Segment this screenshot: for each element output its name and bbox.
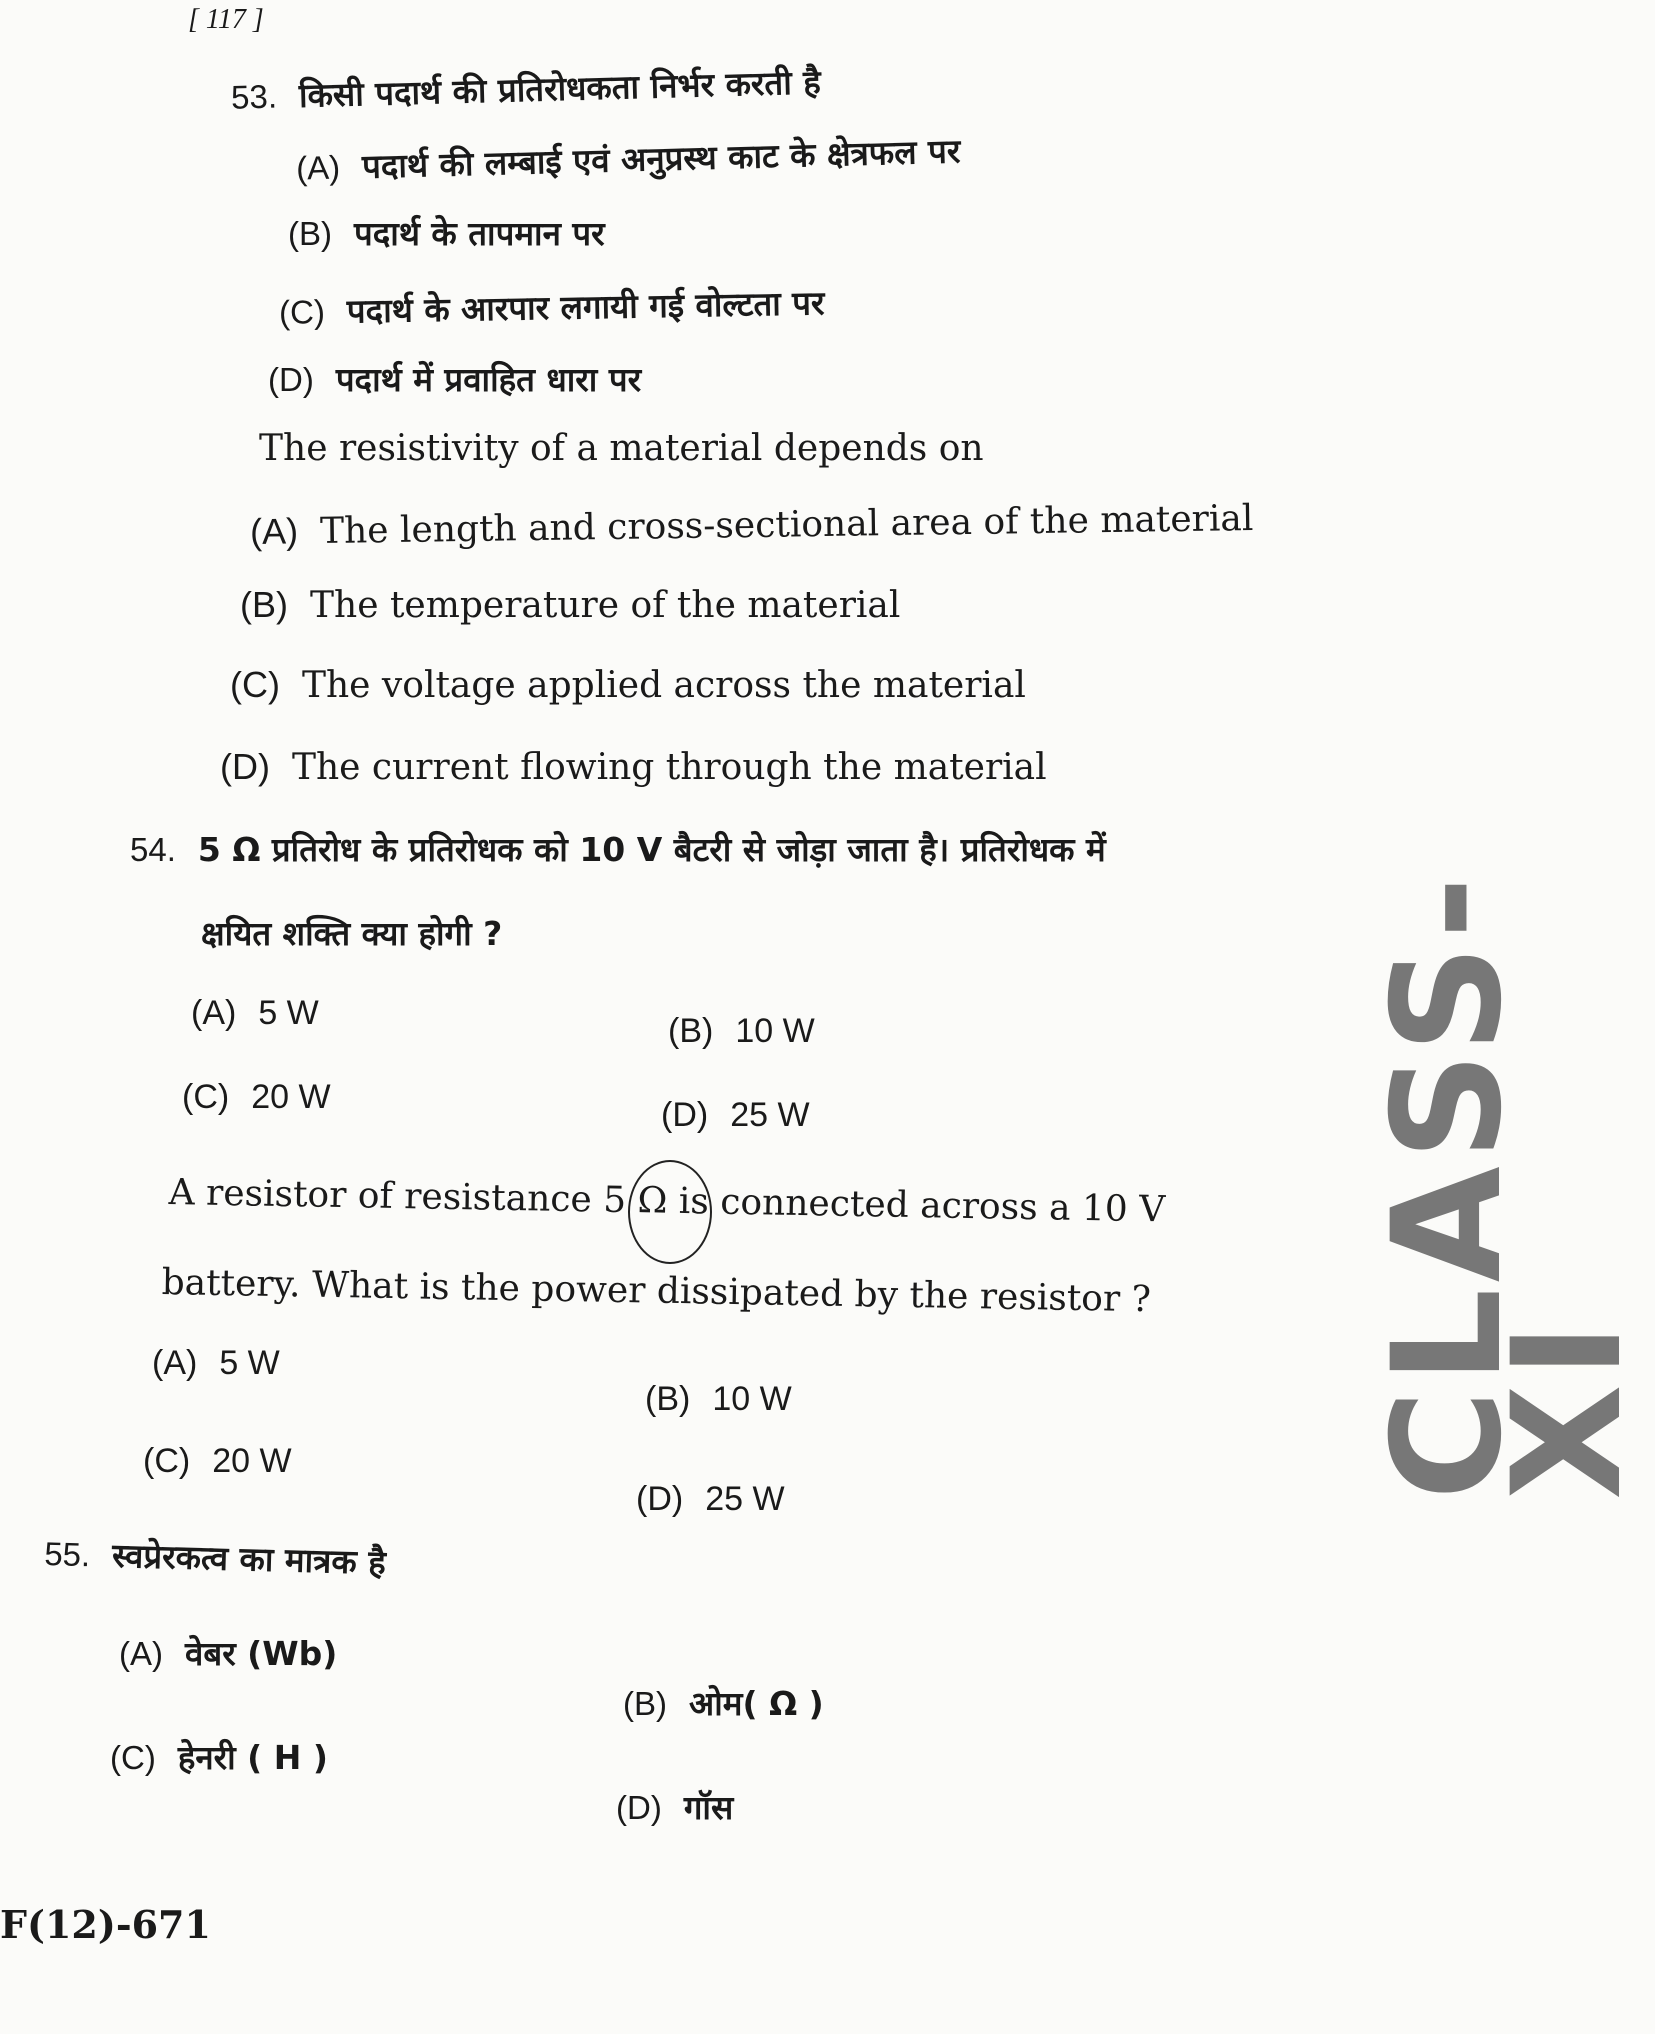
option-a-english bbox=[152, 1344, 280, 1383]
option-c-hindi bbox=[182, 1078, 331, 1117]
option-text: 25 W bbox=[705, 1480, 785, 1518]
option-text: वेबर (Wb) bbox=[185, 1634, 338, 1673]
option-a-hindi bbox=[191, 994, 319, 1033]
option-label: (D) bbox=[268, 361, 314, 398]
question-number: 55. bbox=[43, 1534, 91, 1574]
option-label: (A) bbox=[249, 510, 299, 553]
question-text: किसी पदार्थ की प्रतिरोधकता निर्भर करती है bbox=[298, 62, 822, 115]
question-hindi-line2: क्षयित शक्ति क्या होगी ? bbox=[201, 914, 503, 953]
question-number: 53. bbox=[230, 77, 278, 116]
option-d-hindi bbox=[268, 356, 641, 401]
option-text: 10 W bbox=[735, 1012, 815, 1050]
option-label: (A) bbox=[295, 148, 341, 187]
option-label: (B) bbox=[623, 1685, 667, 1722]
option-label: (C) bbox=[143, 1442, 191, 1480]
option-text: पदार्थ में प्रवाहित धारा पर bbox=[335, 360, 642, 399]
option-label: (A) bbox=[119, 1635, 163, 1672]
option-text: 20 W bbox=[212, 1442, 292, 1480]
option-b-english bbox=[645, 1380, 792, 1419]
option-b-hindi bbox=[623, 1680, 824, 1725]
option-c-english bbox=[143, 1442, 292, 1481]
question-text: स्वप्रेरकत्व का मात्रक है bbox=[111, 1535, 387, 1582]
option-label: (C) bbox=[278, 292, 326, 331]
page-number: [ 117 ] bbox=[188, 4, 264, 35]
option-label: (A) bbox=[152, 1344, 198, 1382]
question-hindi-line1 bbox=[130, 826, 1106, 871]
option-a-english bbox=[250, 497, 1254, 553]
option-text: 20 W bbox=[251, 1078, 331, 1116]
option-text: पदार्थ की लम्बाई एवं अनुप्रस्थ काट के क्षेत्रफल पर bbox=[361, 131, 961, 186]
option-label: (B) bbox=[645, 1380, 691, 1418]
option-text: The voltage applied across the material bbox=[301, 665, 1026, 706]
option-label: (B) bbox=[240, 584, 288, 625]
footer-code: F(12)-671 bbox=[0, 1902, 211, 1947]
option-label: (D) bbox=[616, 1789, 662, 1826]
option-b-hindi bbox=[668, 1012, 815, 1051]
option-text: 10 W bbox=[712, 1380, 792, 1418]
option-label: (D) bbox=[220, 746, 270, 787]
option-text: The length and cross-sectional area of the material bbox=[319, 497, 1254, 553]
option-text: 25 W bbox=[730, 1096, 810, 1134]
question-number: 54. bbox=[130, 831, 176, 868]
option-text: पदार्थ के तापमान पर bbox=[354, 214, 605, 253]
option-label: (D) bbox=[661, 1096, 709, 1134]
option-text: पदार्थ के आरपार लगायी गई वोल्टता पर bbox=[346, 283, 825, 331]
option-c-english bbox=[230, 664, 1026, 706]
option-text: 5 W bbox=[219, 1344, 280, 1382]
option-text: The temperature of the material bbox=[310, 585, 901, 626]
question-text: 5 Ω प्रतिरोध के प्रतिरोधक को 10 V बैटरी से जोड़ा जाता है। प्रतिरोधक में bbox=[197, 830, 1106, 869]
option-d-english bbox=[220, 746, 1047, 788]
option-text: The current flowing through the material bbox=[291, 747, 1047, 788]
option-text: गॉस bbox=[683, 1788, 734, 1827]
option-c-hindi bbox=[110, 1734, 328, 1779]
option-b-english bbox=[240, 584, 900, 626]
option-d-hindi bbox=[661, 1096, 810, 1135]
option-label: (C) bbox=[230, 664, 280, 705]
question-hindi bbox=[231, 58, 822, 118]
question-english-line2: battery. What is the power dissipated by the resistor ? bbox=[161, 1262, 1152, 1321]
option-b-hindi bbox=[288, 210, 605, 255]
option-label: (B) bbox=[668, 1012, 714, 1050]
option-label: (A) bbox=[191, 994, 237, 1032]
class-banner: CLASS-XI bbox=[1361, 870, 1655, 1500]
question-english: The resistivity of a material depends on bbox=[259, 428, 984, 469]
option-a-hindi bbox=[296, 127, 961, 189]
option-text: हेनरी ( H ) bbox=[177, 1738, 328, 1777]
option-d-english bbox=[636, 1480, 785, 1519]
option-label: (C) bbox=[182, 1078, 230, 1116]
option-label: (D) bbox=[636, 1480, 684, 1518]
option-label: (B) bbox=[288, 215, 332, 252]
option-a-hindi bbox=[119, 1630, 337, 1675]
question-english-line1: A resistor of resistance 5 Ω is connected across a 10 V bbox=[168, 1172, 1166, 1231]
option-c-hindi bbox=[279, 279, 825, 334]
option-label: (C) bbox=[110, 1739, 156, 1776]
option-text: 5 W bbox=[258, 994, 319, 1032]
handwritten-circle-mark bbox=[628, 1160, 712, 1264]
question-hindi bbox=[44, 1530, 387, 1584]
option-d-hindi bbox=[616, 1784, 733, 1829]
option-text: ओम( Ω ) bbox=[689, 1684, 824, 1723]
